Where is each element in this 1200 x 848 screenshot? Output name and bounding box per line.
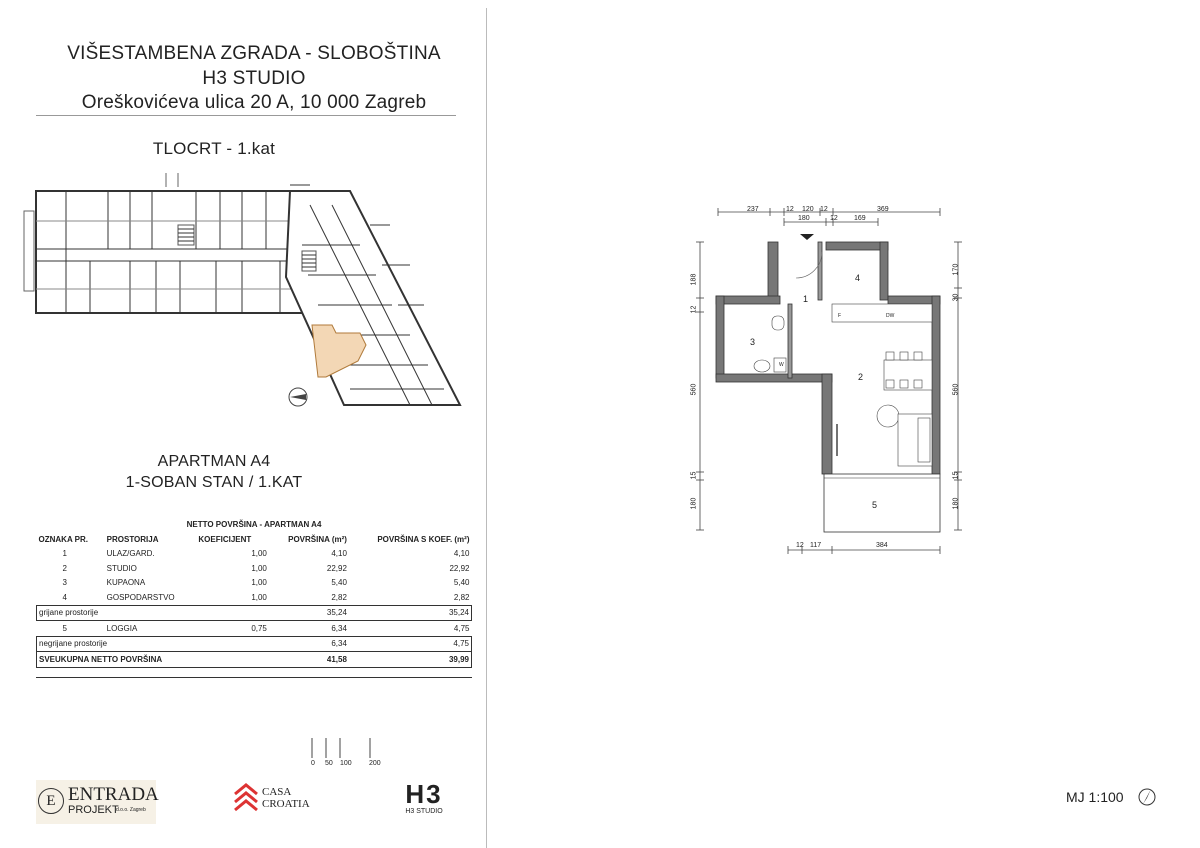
building-title: VIŠESTAMBENA ZGRADA - SLOBOŠTINA xyxy=(67,43,441,64)
cell: 2 xyxy=(62,563,67,573)
cell: 1,00 xyxy=(251,578,267,588)
casa-text: CASA xyxy=(262,786,292,798)
cell: LOGGIA xyxy=(106,623,138,633)
col-header: KOEFICIJENT xyxy=(198,534,252,544)
scale-tick-50: 50 xyxy=(325,760,333,767)
cell: 1,00 xyxy=(251,563,267,573)
dim-right-30: 30 xyxy=(952,293,960,302)
cell: 39,99 xyxy=(349,652,472,668)
cell: 1,00 xyxy=(251,592,267,602)
dim-top-12b: 12 xyxy=(820,206,828,213)
dim-left-15: 15 xyxy=(690,471,698,480)
apartment-name: APARTMAN A4 xyxy=(157,453,271,470)
table-row xyxy=(37,590,472,605)
unheated-subtotal-row xyxy=(37,636,472,652)
cell: 4,10 xyxy=(331,549,347,559)
cell: KUPAONA xyxy=(106,578,146,588)
cell: 35,24 xyxy=(269,605,349,621)
dim-bottom-384: 384 xyxy=(876,542,888,549)
header-rule xyxy=(36,115,456,116)
entrada-projekt: PROJEKT xyxy=(68,804,119,816)
fridge-label: F xyxy=(838,313,842,319)
dim-right-180: 180 xyxy=(952,497,960,510)
col-header: OZNAKA PR. xyxy=(38,534,88,544)
entrada-name: ENTRADA xyxy=(68,784,159,805)
table-row xyxy=(37,576,472,591)
col-header: PROSTORIJA xyxy=(106,534,159,544)
scale-tick-0: 0 xyxy=(311,760,315,767)
table-row xyxy=(37,621,472,637)
dim-right-170: 170 xyxy=(952,263,960,276)
cell: 3 xyxy=(62,578,67,588)
building-floor-plan xyxy=(20,165,465,415)
h3-studio-text: H3 STUDIO xyxy=(405,808,443,815)
apartment-floor-plan xyxy=(688,200,968,560)
cell: STUDIO xyxy=(106,563,137,573)
area-table xyxy=(36,532,472,668)
north-arrow-icon xyxy=(289,388,307,406)
cell: 0,75 xyxy=(251,623,267,633)
dim-left-180: 180 xyxy=(690,497,698,510)
dim-right-560: 560 xyxy=(952,383,960,396)
panel-divider xyxy=(486,8,487,848)
cell: GOSPODARSTVO xyxy=(106,592,175,602)
h3-logo xyxy=(396,780,452,815)
cell: negrijane prostorije xyxy=(37,636,269,652)
scale-tick-100: 100 xyxy=(340,760,352,767)
room-1-label: 1 xyxy=(803,294,809,304)
col-header: POVRŠINA S KOEF. (m²) xyxy=(377,534,470,544)
h3-mark: H3 xyxy=(405,779,443,809)
room-3-label: 3 xyxy=(750,337,756,347)
entry-arrow-icon xyxy=(800,234,814,240)
cell: 41,58 xyxy=(269,652,349,668)
washer-label: W xyxy=(779,362,784,368)
room-2-label: 2 xyxy=(858,372,864,382)
cell: 4 xyxy=(62,592,67,602)
heated-subtotal-row xyxy=(37,605,472,621)
cell: 4,75 xyxy=(349,636,472,652)
casa-croatia-mark-icon xyxy=(232,782,260,812)
dim-top2-180: 180 xyxy=(798,215,810,222)
entrada-company: d.o.o. Zagreb xyxy=(116,807,146,813)
cell: 35,24 xyxy=(349,605,472,621)
cell: 1,00 xyxy=(251,549,267,559)
cell: 6,34 xyxy=(331,623,347,633)
dim-right-15: 15 xyxy=(952,471,960,480)
dim-left-12: 12 xyxy=(690,305,698,314)
dim-top-12a: 12 xyxy=(786,206,794,213)
cell: 1 xyxy=(62,549,67,559)
casa-croatia-logo xyxy=(232,780,322,820)
dim-bottom-117: 117 xyxy=(810,542,822,549)
dim-top-369: 369 xyxy=(877,206,889,213)
entrada-emblem-icon: E xyxy=(38,788,64,814)
total-row xyxy=(37,652,472,668)
cell: 4,10 xyxy=(453,549,470,559)
address: Oreškovićeva ulica 20 A, 10 000 Zagreb xyxy=(81,92,427,113)
scale-tick-200: 200 xyxy=(369,760,381,767)
table-row xyxy=(37,547,472,562)
cell: grijane prostorije xyxy=(37,605,269,621)
cell: 4,75 xyxy=(453,623,470,633)
cell: 6,34 xyxy=(269,636,349,652)
dim-top2-169: 169 xyxy=(854,215,866,222)
room-5-label: 5 xyxy=(872,500,878,510)
dim-left-560: 560 xyxy=(690,383,698,396)
cell: 2,82 xyxy=(331,592,347,602)
cell: 22,92 xyxy=(449,563,470,573)
room-4-label: 4 xyxy=(855,273,861,283)
cell: SVEUKUPNA NETTO POVRŠINA xyxy=(37,652,269,668)
dim-top2-12: 12 xyxy=(830,215,838,222)
entrada-logo xyxy=(36,780,159,824)
col-header: POVRŠINA (m²) xyxy=(288,534,347,544)
dishwasher-label: DW xyxy=(886,313,895,319)
cell: 5 xyxy=(62,623,67,633)
studio-name: H3 STUDIO xyxy=(202,68,306,89)
apartment-type: 1-SOBAN STAN / 1.KAT xyxy=(125,474,303,491)
croatia-text: CROATIA xyxy=(262,798,310,810)
table-bottom-rule xyxy=(36,677,472,678)
area-table-caption: NETTO POVRŠINA - APARTMAN A4 xyxy=(186,520,322,529)
scale-label: MJ 1:100 xyxy=(1066,789,1124,805)
cell: 2,82 xyxy=(453,592,470,602)
cell: 22,92 xyxy=(326,563,347,573)
dim-left-188: 188 xyxy=(690,273,698,286)
dim-top-120: 120 xyxy=(802,206,814,213)
cell: 5,40 xyxy=(453,578,470,588)
dim-top-237: 237 xyxy=(747,206,759,213)
table-header-row xyxy=(37,532,472,547)
cell: ULAZ/GARD. xyxy=(106,549,155,559)
table-row xyxy=(37,561,472,576)
floor-title: TLOCRT - 1.kat xyxy=(152,139,276,158)
north-arrow-icon xyxy=(1136,786,1158,808)
dim-bottom-12: 12 xyxy=(796,542,804,549)
cell: 5,40 xyxy=(331,578,347,588)
